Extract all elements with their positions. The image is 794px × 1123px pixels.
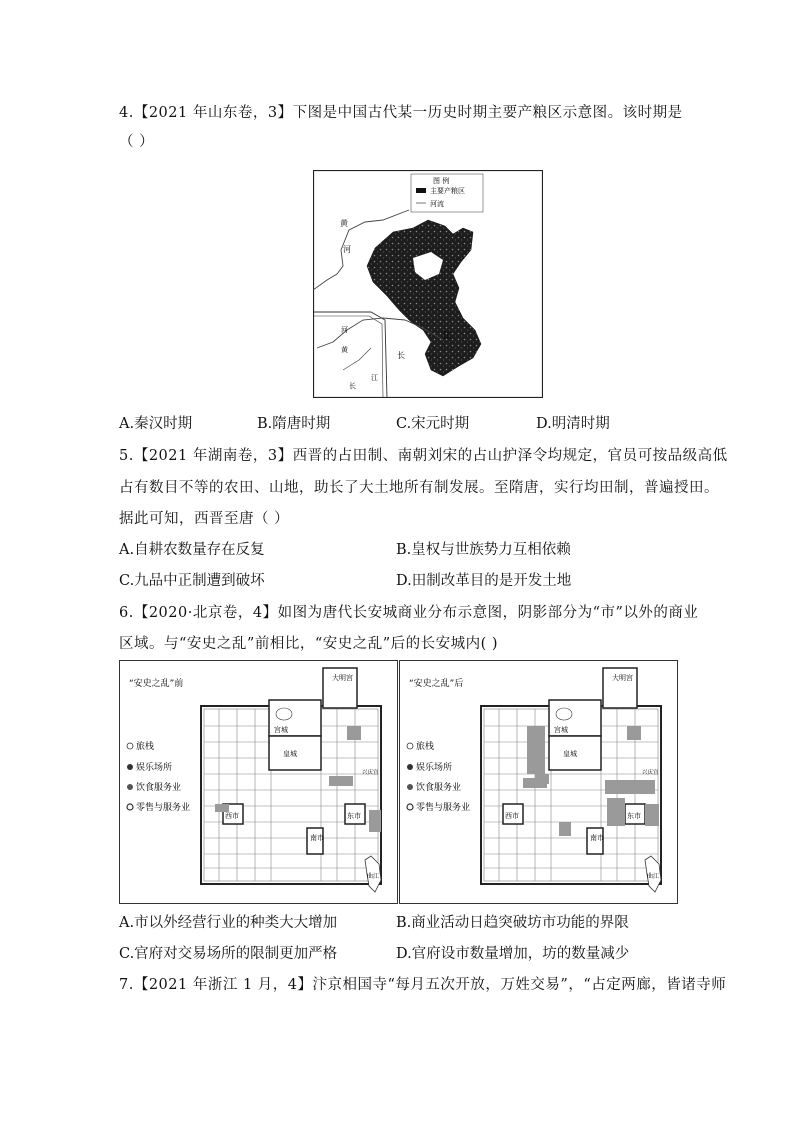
legend-inn-after: 旅栈 <box>416 742 435 752</box>
q5-stem-line3: 据此可知，西晋至唐（ ） <box>119 511 290 527</box>
legend-retail-before: 零售与服务业 <box>136 803 191 813</box>
qujiang-label-before: 曲江 <box>367 873 380 880</box>
map-legend-title: 图 例 <box>433 177 450 185</box>
q6-stem-line1: 6.【2020·北京卷，4】如图为唐代长安城商业分布示意图，阴影部分为“市”以外的商业 <box>119 605 699 621</box>
q4-grain-region-map <box>313 170 543 398</box>
q5-option-c[interactable]: C.九品中正制遭到破坏 <box>119 573 265 589</box>
q5-stem-line2: 占有数目不等的农田、山地，助长了大土地所有制发展。至隋唐，实行均田制，普遍授田。 <box>119 480 719 496</box>
map-label-he2: 河 <box>341 326 348 334</box>
legend-entertainment-before: 娱乐场所 <box>136 763 173 773</box>
map-label-chang: 长 <box>397 351 405 360</box>
changan-map-before <box>119 660 398 904</box>
q5-stem-line1: 5.【2021 年湖南卷，3】西晋的占田制、南朝刘宋的占山护泽令均规定，官员可按品级高低 <box>119 448 728 464</box>
daming-label-after: 大明宫 <box>612 674 633 682</box>
legend-entertainment-after: 娱乐场所 <box>416 763 453 773</box>
gongcheng-label-before: 宫城 <box>274 726 288 734</box>
legend-inn-before: 旅栈 <box>136 742 155 752</box>
q5-option-d[interactable]: D.田制改革目的是开发土地 <box>396 573 572 589</box>
q4-option-a[interactable]: A.秦汉时期 <box>119 416 193 432</box>
changan-map-after <box>399 660 678 904</box>
legend-river-label: 河流 <box>430 200 444 208</box>
map-label-jiang: 江 <box>443 331 451 340</box>
qujiang-label-after: 曲江 <box>647 873 660 880</box>
map-label-chang2: 长 <box>349 382 356 390</box>
map-label-he: 河 <box>343 245 351 254</box>
q5-option-b[interactable]: B.皇权与世族势力互相依赖 <box>396 542 571 558</box>
xingqing-label-after: 兴庆宫 <box>642 770 659 776</box>
q5-option-a[interactable]: A.自耕农数量存在反复 <box>119 542 265 558</box>
legend-grain-swatch <box>416 188 426 193</box>
q6-option-d[interactable]: D.官府设市数量增加，坊的数量减少 <box>396 946 630 962</box>
legend-grain-label: 主要产粮区 <box>430 187 465 195</box>
dongshi-label-before: 东市 <box>347 812 361 820</box>
legend-food-before: 饮食服务业 <box>136 783 182 793</box>
map-before-title: “安史之乱”前 <box>129 679 184 689</box>
huangcheng-label-before: 皇城 <box>283 750 297 758</box>
map-label-jiang2: 江 <box>371 374 378 382</box>
legend-retail-after: 零售与服务业 <box>416 803 471 813</box>
map-label-huang: 黄 <box>340 219 348 228</box>
q6-option-c[interactable]: C.官府对交易场所的限制更加严格 <box>119 946 338 962</box>
map-label-huang2: 黄 <box>341 346 348 354</box>
xingqing-label-before: 兴庆宫 <box>362 770 379 776</box>
daming-label-before: 大明宫 <box>332 674 353 682</box>
nanshi-label-before: 南市 <box>310 834 324 842</box>
map-after-title: “安史之乱”后 <box>409 679 464 689</box>
legend-food-after: 饮食服务业 <box>416 783 462 793</box>
q4-option-b[interactable]: B.隋唐时期 <box>257 416 331 432</box>
q7-stem-line1: 7.【2021 年浙江 1 月，4】汴京相国寺“每月五次开放，万姓交易”，“占定两廊，皆诸寺师 <box>119 977 727 993</box>
q4-stem-line1: 4.【2021 年山东卷，3】下图是中国古代某一历史时期主要产粮区示意图。该时期是 <box>119 105 683 121</box>
huangcheng-label-after: 皇城 <box>563 750 577 758</box>
dongshi-label-after: 东市 <box>627 812 641 820</box>
xishi-label-after: 西市 <box>505 812 519 820</box>
q6-stem-line2: 区域。与“安史之乱”前相比，“安史之乱”后的长安城内( ) <box>119 636 499 652</box>
q4-option-d[interactable]: D.明清时期 <box>536 416 610 432</box>
q4-option-c[interactable]: C.宋元时期 <box>396 416 470 432</box>
q6-option-b[interactable]: B.商业活动日趋突破坊市功能的界限 <box>396 915 629 931</box>
xishi-label-before: 西市 <box>225 812 239 820</box>
nanshi-label-after: 南市 <box>590 834 604 842</box>
gongcheng-label-after: 宫城 <box>554 726 568 734</box>
q4-stem-line2: （ ） <box>119 134 155 150</box>
q6-option-a[interactable]: A.市以外经营行业的种类大大增加 <box>119 915 338 931</box>
